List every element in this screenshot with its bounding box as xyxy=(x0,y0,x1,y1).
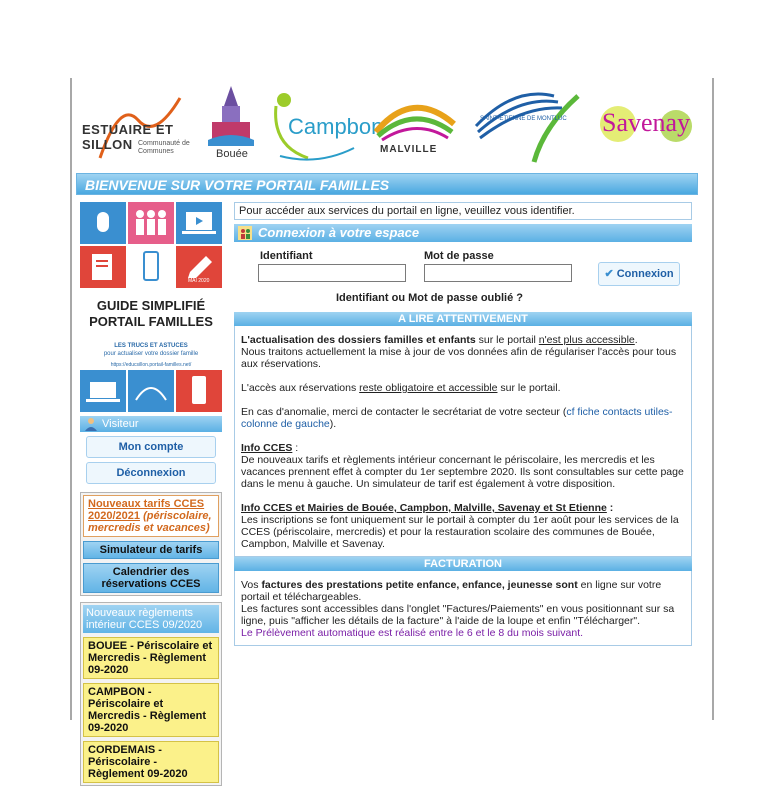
pencil-tile xyxy=(176,246,222,288)
notice-paragraph-2: L'accès aux réservations reste obligatoire et accessible sur le portail. xyxy=(241,382,561,394)
tarif-simulator-button[interactable]: Simulateur de tarifs xyxy=(83,541,219,559)
reglements-header: Nouveaux règlements intérieur CCES 09/2020 xyxy=(83,605,219,633)
notice-paragraph-1: L'actualisation des dossiers familles et enfants sur le portail n'est plus accessible. Nous traitons actuellement la mise à jour de vos données afin de régulariser l'accès pour tous aux réservations. xyxy=(241,334,677,370)
facturation-paragraph-3: Le Prélèvement automatique est réalisé entre le 6 et le 8 du mois suivant. xyxy=(241,627,584,639)
tarifs-box xyxy=(80,492,222,596)
guide-title: GUIDE SIMPLIFIÉ PORTAIL FAMILLES xyxy=(89,298,213,329)
bouee-logo-name: Bouée xyxy=(216,148,248,160)
left-sidebar xyxy=(80,202,222,786)
welcome-banner: BIENVENUE SUR VOTRE PORTAIL FAMILLES xyxy=(76,173,698,195)
documents-tile xyxy=(80,246,126,288)
guide-promo[interactable] xyxy=(80,202,222,412)
estuaire-logo-name: ESTUAIRE ET SILLON xyxy=(82,122,174,152)
reglement-item-campbon[interactable]: CAMPBON - Périscolaire et Mercredis - Règlement 09-2020 xyxy=(83,683,219,737)
notice-paragraph-5: Info CCES et Mairies de Bouée, Campbon, Malville, Savenay et St Etienne : Les inscriptions se font uniquement sur le portail à compter du 1er août pour les services de la CCES (périscolaire, mercredis) et pour la restauration scolaire des communes de Bouée, Campbon, Malville et Savenay. xyxy=(241,502,679,550)
savenay-logo-name: Savenay xyxy=(602,108,691,137)
savenay-logo[interactable] xyxy=(598,100,696,150)
saint-etienne-logo[interactable] xyxy=(474,86,586,166)
campbon-logo-name: Campbon xyxy=(288,114,384,139)
user-icon xyxy=(84,417,98,431)
estuaire-sillon-logo[interactable] xyxy=(80,90,198,160)
username-input[interactable] xyxy=(258,264,406,282)
guide-date-badge: MAI 2020 xyxy=(188,278,210,284)
people-icon xyxy=(238,226,252,240)
reglement-item-cordemais[interactable]: CORDEMAIS - Périscolaire - Règlement 09-2020 xyxy=(83,741,219,783)
partner-logos xyxy=(72,78,712,172)
read-carefully-body xyxy=(234,326,692,557)
notice-paragraph-4: Info CCES : De nouveaux tarifs et règlements intérieur concernant le périscolaire, les mercredis et les vacances prennent effet à compter du 1er septembre 2020. Ils sont consultables sur cette page dans le menu à gauche. Un simulateur de tarif est également à votre disposition. xyxy=(241,442,684,490)
forgot-credentials-link[interactable]: Identifiant ou Mot de passe oublié ? xyxy=(336,292,524,304)
password-label: Mot de passe xyxy=(424,250,494,262)
password-input[interactable] xyxy=(424,264,572,282)
username-label: Identifiant xyxy=(260,250,313,262)
main-content xyxy=(234,202,692,646)
campbon-logo[interactable] xyxy=(268,86,384,168)
visitor-panel-header xyxy=(80,416,222,432)
estuaire-logo-sub: Communauté de Communes xyxy=(138,140,190,155)
portal-page xyxy=(70,78,714,780)
facturation-body xyxy=(234,571,692,646)
connexion-header xyxy=(234,224,692,242)
contacts-link[interactable]: cf fiche contacts utiles-colonne de gauche xyxy=(241,406,673,430)
reservation-calendar-button[interactable]: Calendrier des réservations CCES xyxy=(83,563,219,593)
guide-bottom-strip xyxy=(80,370,222,412)
read-carefully-header: A LIRE ATTENTIVEMENT xyxy=(234,312,692,326)
phone-tile xyxy=(128,246,174,288)
facturation-paragraph-2: Les factures sont accessibles dans l'onglet "Factures/Paiements" en vous positionnant sur sa ligne, puis "afficher les détails de la facture" à l'aide de la loupe et enfin "Télécharger". xyxy=(241,603,675,627)
facturation-header: FACTURATION xyxy=(234,557,692,571)
logout-button[interactable]: Déconnexion xyxy=(86,462,216,484)
notice-paragraph-3: En cas d'anomalie, merci de contacter le secrétariat de votre secteur (cf fiche contacts utiles-colonne de gauche). xyxy=(241,406,673,430)
intro-text: Pour accéder aux services du portail en ligne, veuillez vous identifier. xyxy=(234,202,692,220)
login-button-label: Connexion xyxy=(616,268,674,280)
login-button[interactable] xyxy=(598,262,680,286)
malville-logo-name: MALVILLE xyxy=(380,144,438,155)
check-icon: ✔ xyxy=(604,268,614,280)
connexion-title: Connexion à votre espace xyxy=(258,225,420,240)
my-account-button[interactable]: Mon compte xyxy=(86,436,216,458)
visitor-title: Visiteur xyxy=(102,418,139,430)
mouse-tile xyxy=(80,202,126,244)
guide-url: https://educsillon.portail-familles.net/ xyxy=(110,362,192,368)
family-tile xyxy=(128,202,174,244)
laptop-tile xyxy=(176,202,222,244)
login-form xyxy=(234,242,692,312)
new-tarifs-link[interactable]: Nouveaux tarifs CCES 2020/2021 (périscolaire, mercredis et vacances) xyxy=(83,495,219,537)
saint-etienne-logo-name: SAINT-ÉTIENNE DE MONTLUC xyxy=(480,116,567,122)
malville-logo[interactable] xyxy=(372,94,458,158)
reglements-box xyxy=(80,602,222,786)
reglement-item-bouee[interactable]: BOUEE - Périscolaire et Mercredis - Règlement 09-2020 xyxy=(83,637,219,679)
bouee-logo[interactable] xyxy=(208,84,254,166)
guide-subtitle: LES TRUCS ET ASTUCES pour actualiser votre dossier famille xyxy=(103,343,199,357)
facturation-paragraph-1: Vos factures des prestations petite enfance, enfance, jeunesse sont en ligne sur votre portail et téléchargeables. xyxy=(241,579,662,603)
